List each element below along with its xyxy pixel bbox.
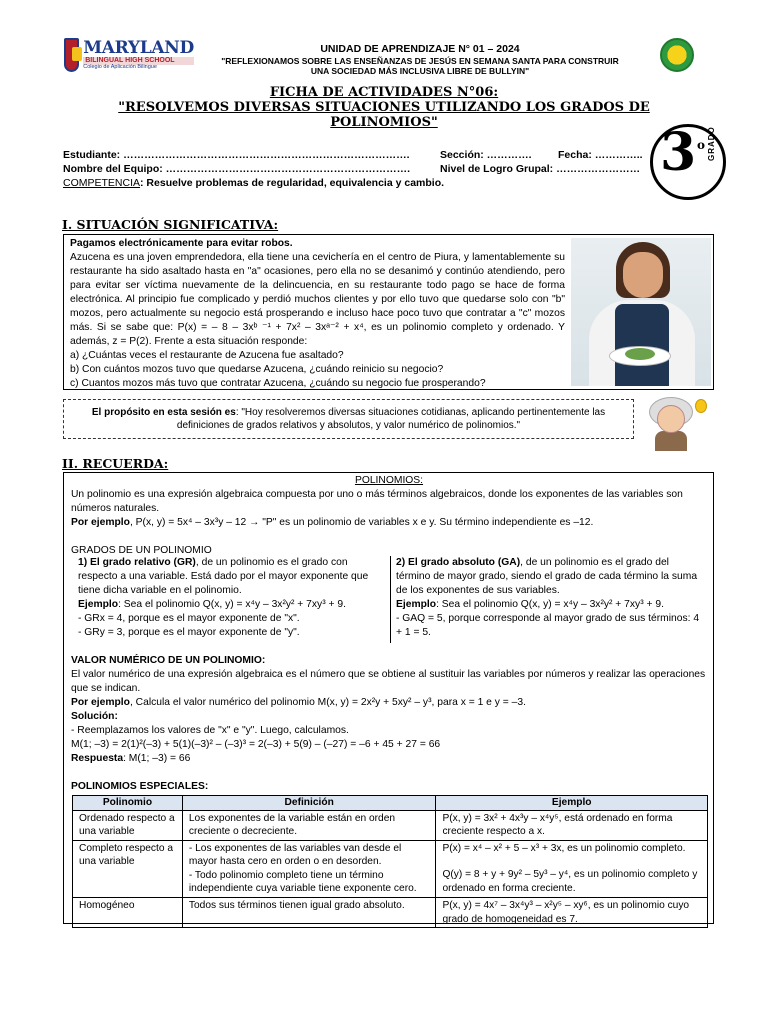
question-b: b) Con cuántos mozos tuvo que quedarse Azucena, ¿cuándo reinicio su negocio? <box>70 364 444 375</box>
ga-example-label: Ejemplo <box>396 599 437 610</box>
table-header-row <box>73 796 708 811</box>
solution-label: Solución: <box>71 711 118 722</box>
gaq-line: - GAQ = 5, porque corresponde al mayor grado de sus términos: 4 + 1 = 5. <box>396 613 700 638</box>
example-label: Por ejemplo <box>71 517 130 528</box>
solution-step-2: M(1; –3) = 2(1)²(–3) + 5(1)(–3)² – (–3)³ = 2(–3) + 5(9) – (–27) = –6 + 45 + 27 = 66 <box>71 739 441 750</box>
competence-label: COMPETENCIA <box>63 177 141 189</box>
header-center <box>200 42 640 77</box>
school-subtitle: BILINGUAL HIGH SCHOOL <box>83 57 194 64</box>
table-cell: Ordenado respecto a una variable <box>73 810 183 840</box>
purpose-text: : "Hoy resolveremos diversas situaciones cotidianas, aplicando pertinentemente las definiciones de grados relativos y absolutos, y valor numérico de polinomios." <box>176 406 606 431</box>
table-cell: Todos sus términos tienen igual grado absoluto. <box>182 897 436 927</box>
table-cell <box>436 840 708 897</box>
vn-example-text: , Calcula el valor numérico del polinomio M(x, y) = 2x²y + 5xy² – y³, para x = 1 e y = –3. <box>129 697 526 708</box>
table-cell-line: P(x) = x⁴ – x² + 5 – x³ + 3x, es un polinomio completo. <box>442 842 686 854</box>
table-cell: Completo respecto a una variable <box>73 840 183 897</box>
table-cell: Los exponentes de la variable están en orden creciente o decreciente. <box>182 810 436 840</box>
grade-word: GRADO <box>707 126 716 161</box>
lightbulb-icon <box>695 399 707 413</box>
ga-example-text: : Sea el polinomio Q(x, y) = x⁴y – 3x²y² + 7xy³ + 9. <box>436 599 664 610</box>
solution-step-1: - Reemplazamos los valores de "x" e "y". Luego, calculamos. <box>71 725 349 736</box>
student-field[interactable]: Estudiante: ………………………………………………………………………. <box>63 149 410 161</box>
situation-heading: Pagamos electrónicamente para evitar robos. <box>70 238 293 249</box>
polinomios-title: POLINOMIOS: <box>354 475 424 486</box>
motto-line-1: "REFLEXIONAMOS SOBRE LAS ENSEÑANZAS DE JESÚS EN SEMANA SANTA PARA CONSTRUIR <box>221 56 619 67</box>
competence-text: : Resuelve problemas de regularidad, equivalencia y cambio. <box>140 177 445 189</box>
chef-photo <box>571 238 711 386</box>
situation-text <box>70 237 565 391</box>
vn-example-label: Por ejemplo <box>71 697 130 708</box>
gr-text: , de un polinomio es el grado con respecto a una variable. Está dado por el mayor exponente que tiene dicha variable en el polinomio. <box>78 557 369 596</box>
answer-label: Respuesta <box>71 753 124 764</box>
grade-ordinal: o <box>697 138 706 152</box>
title-line-2: "RESOLVEMOS DIVERSAS SITUACIONES UTILIZANDO LOS GRADOS DE <box>118 99 650 115</box>
school-subtitle-2: Colegio de Aplicación Bilingue <box>83 63 157 70</box>
motto-line-2: UNA SOCIEDAD MÁS INCLUSIVA LIBRE DE BULLYIN" <box>310 66 530 77</box>
recuerda-box <box>63 472 714 924</box>
section-field[interactable]: Sección: …………. <box>440 149 532 161</box>
table-cell: P(x, y) = 3x² + 4x³y – x⁴y⁵, está ordenado en forma creciente respecto a x. <box>436 810 708 840</box>
table-cell-line: Q(y) = 8 + y + 9y² – 5y³ – y⁴, es un polinomio completo y ordenado en forma creciente. <box>442 869 698 894</box>
table-cell: P(x, y) = 4x⁷ – 3x⁴y³ – x²y⁵ – xy⁶, es un polinomio cuyo grado de homogeneidad es 7. <box>436 897 708 927</box>
worksheet-title <box>60 86 708 131</box>
question-c: c) Cuantos mozos más tuvo que contratar Azucena, ¿cuándo su negocio fue prosperando? <box>70 378 486 389</box>
table-cell-line: - Los exponentes de las variables van desde el mayor hasta cero en orden o en desorden. <box>188 842 402 868</box>
table-header: Ejemplo <box>436 796 708 811</box>
answer-text: : M(1; –3) = 66 <box>123 753 191 764</box>
title-line-1: FICHA DE ACTIVIDADES N°06: <box>269 85 499 100</box>
grade-badge <box>650 124 726 200</box>
valor-numerico-example <box>71 696 707 710</box>
emblem-icon <box>660 38 694 72</box>
question-a: a) ¿Cuántas veces el restaurante de Azucena fue asaltado? <box>70 350 344 361</box>
grade-number: 3 <box>660 122 697 183</box>
school-name: MARYLAND <box>83 37 194 58</box>
table-cell: Homogéneo <box>73 897 183 927</box>
team-field[interactable]: Nombre del Equipo: ……………………………………………………………. <box>63 163 411 175</box>
table-cell-line: - Todo polinomio completo tiene un término independiente cuya variable tiene exponente cero. <box>188 869 417 895</box>
section-1-title: I. SITUACIÓN SIGNIFICATIVA: <box>62 217 279 232</box>
unit-title: UNIDAD DE APRENDIZAJE N° 01 – 2024 <box>320 43 520 55</box>
grado-absoluto <box>396 556 706 640</box>
especiales-title: POLINOMIOS ESPECIALES: <box>71 781 209 792</box>
title-line-3: POLINOMIOS" <box>330 114 438 130</box>
grado-relativo <box>78 556 381 640</box>
table-cell <box>182 840 436 897</box>
valor-numerico-title: VALOR NUMÉRICO DE UN POLINOMIO: <box>71 655 266 666</box>
polinomio-definition: Un polinomio es una expresión algebraica compuesta por uno o más términos algebraicos, donde los exponentes de las variables son números naturales. <box>71 489 683 514</box>
table-row <box>73 897 708 927</box>
polinomio-example <box>71 516 707 530</box>
gr-example-label: Ejemplo <box>78 599 119 610</box>
situation-box <box>63 234 714 390</box>
table-row <box>73 840 708 897</box>
situation-paragraph: Azucena es una joven emprendedora, ella tiene una cevichería en el centro de Piura, y lamentablemente su restaurante ha sido asaltado hasta en "a" ocasiones, pero ella no se desanimó y continúo atendiendo, pero para evitar ser víctima nuevamente de la delincuencia, en su restaurante todo pago se hace de forma electrónica. Al principio fue complicado y perdió muchos clientes y por ello tuvo que quedarse solo con "b" mozos, pero actualmente su negocio está prosperando e incluso hace poco tuvo que contratar a "c" mozos más. Si se sabe que: P(x) = – 8 – 3xᵇ ⁻¹ + 7x² – 3xᵃ⁻² + x⁴, es un polinomio completo y ordenado. Y además, z = P(2). Frente a esta situación responde: <box>70 252 565 347</box>
special-polynomials-table <box>72 795 708 928</box>
section-2-title: II. RECUERDA: <box>62 456 169 471</box>
school-shield-icon <box>64 38 79 72</box>
ga-label: 2) El grado absoluto (GA) <box>396 557 521 568</box>
ga-text: , de un polinomio es el grado del término de mayor grado, siendo el grado de cada término la suma de los exponentes de sus variables. <box>396 557 698 596</box>
student-info <box>63 148 648 190</box>
valor-numerico-def: El valor numérico de una expresión algebraica es el número que se obtiene al sustituir las variables por números y realizar las operaciones que se indican. <box>71 669 706 694</box>
grx-line: - GRx = 4, porque es el mayor exponente de "x". <box>78 613 300 624</box>
table-header: Polinomio <box>73 796 183 811</box>
grados-title: GRADOS DE UN POLINOMIO <box>71 545 212 556</box>
gr-example-text: : Sea el polinomio Q(x, y) = x⁴y – 3x²y² + 7xy³ + 9. <box>118 599 346 610</box>
level-field[interactable]: Nivel de Logro Grupal: …………………… <box>440 163 641 175</box>
gr-label: 1) El grado relativo (GR) <box>78 557 196 568</box>
answer-line <box>71 752 707 766</box>
purpose-label: El propósito en esta sesión es <box>91 406 236 418</box>
gry-line: - GRy = 3, porque es el mayor exponente de "y". <box>78 627 300 638</box>
grados-divider <box>390 556 391 643</box>
school-logo <box>64 37 194 73</box>
example-text: , P(x, y) = 5x⁴ – 3x³y – 12 → "P" es un polinomio de variables x e y. Su término independiente es –12. <box>129 517 594 528</box>
purpose-box <box>63 399 634 439</box>
table-row <box>73 810 708 840</box>
einstein-illustration <box>645 393 713 453</box>
table-header: Definición <box>182 796 436 811</box>
date-field[interactable]: Fecha: ………….. <box>558 149 643 161</box>
